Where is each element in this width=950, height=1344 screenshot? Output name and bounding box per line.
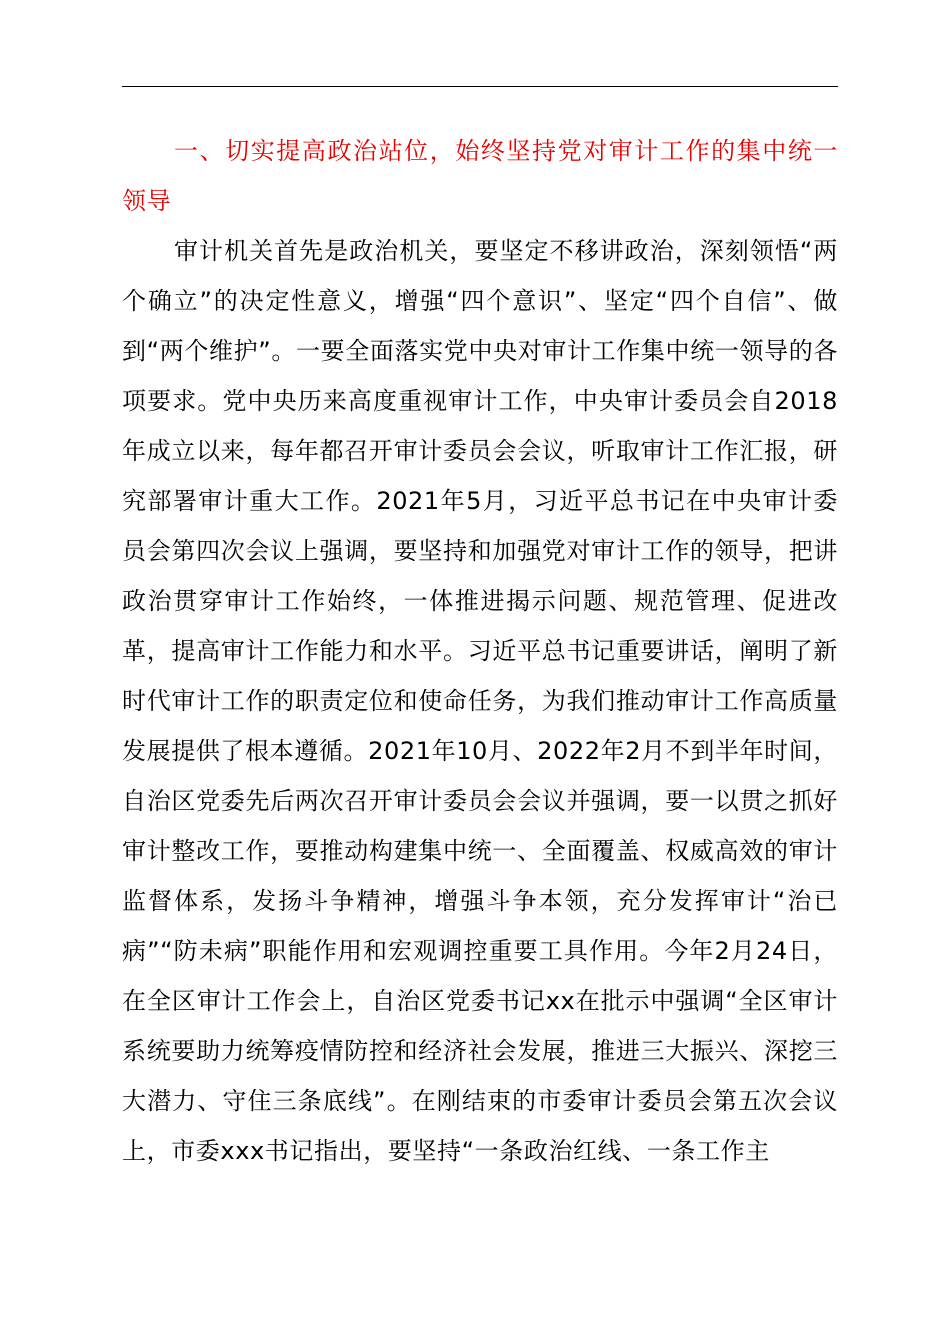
body-paragraph: 审计机关首先是政治机关，要坚定不移讲政治，深刻领悟“两个确立”的决定性意义，增强“四个意识”、坚定“四个自信”、做到“两个维护”。一要全面落实党中央对审计工作集中统一领导的各项要求。党中央历来高度重视审计工作，中央审计委员会自2018年成立以来，每年都召开审计委员会会议，听取审计工作汇报，研究部署审计重大工作。2021年5月，习近平总书记在中央审计委员会第四次会议上强调，要坚持和加强党对审计工作的领导，把讲政治贯穿审计工作始终，一体推进揭示问题、规范管理、促进改革，提高审计工作能力和水平。习近平总书记重要讲话，阐明了新时代审计工作的职责定位和使命任务，为我们推动审计工作高质量发展提供了根本遵循。2021年10月、2022年2月不到半年时间，自治区党委先后两次召开审计委员会会议并强调，要一以贯之抓好审计整改工作，要推动构建集中统一、全面覆盖、权威高效的审计监督体系，发扬斗争精神，增强斗争本领，充分发挥审计“治已病”“防未病”职能作用和宏观调控重要工具作用。今年2月24日，在全区审计工作会上，自治区党委书记xx在批示中强调“全区审计系统要助力统筹疫情防控和经济社会发展，推进三大振兴、深挖三大潜力、守住三条底线”。在刚结束的市委审计委员会第五次会议上，市委xxx书记指出，要坚持“一条政治红线、一条工作主 [122, 237, 838, 1165]
section-heading: 一、切实提高政治站位，始终坚持党对审计工作的集中统一领导 [122, 137, 838, 215]
header-rule [122, 86, 838, 87]
